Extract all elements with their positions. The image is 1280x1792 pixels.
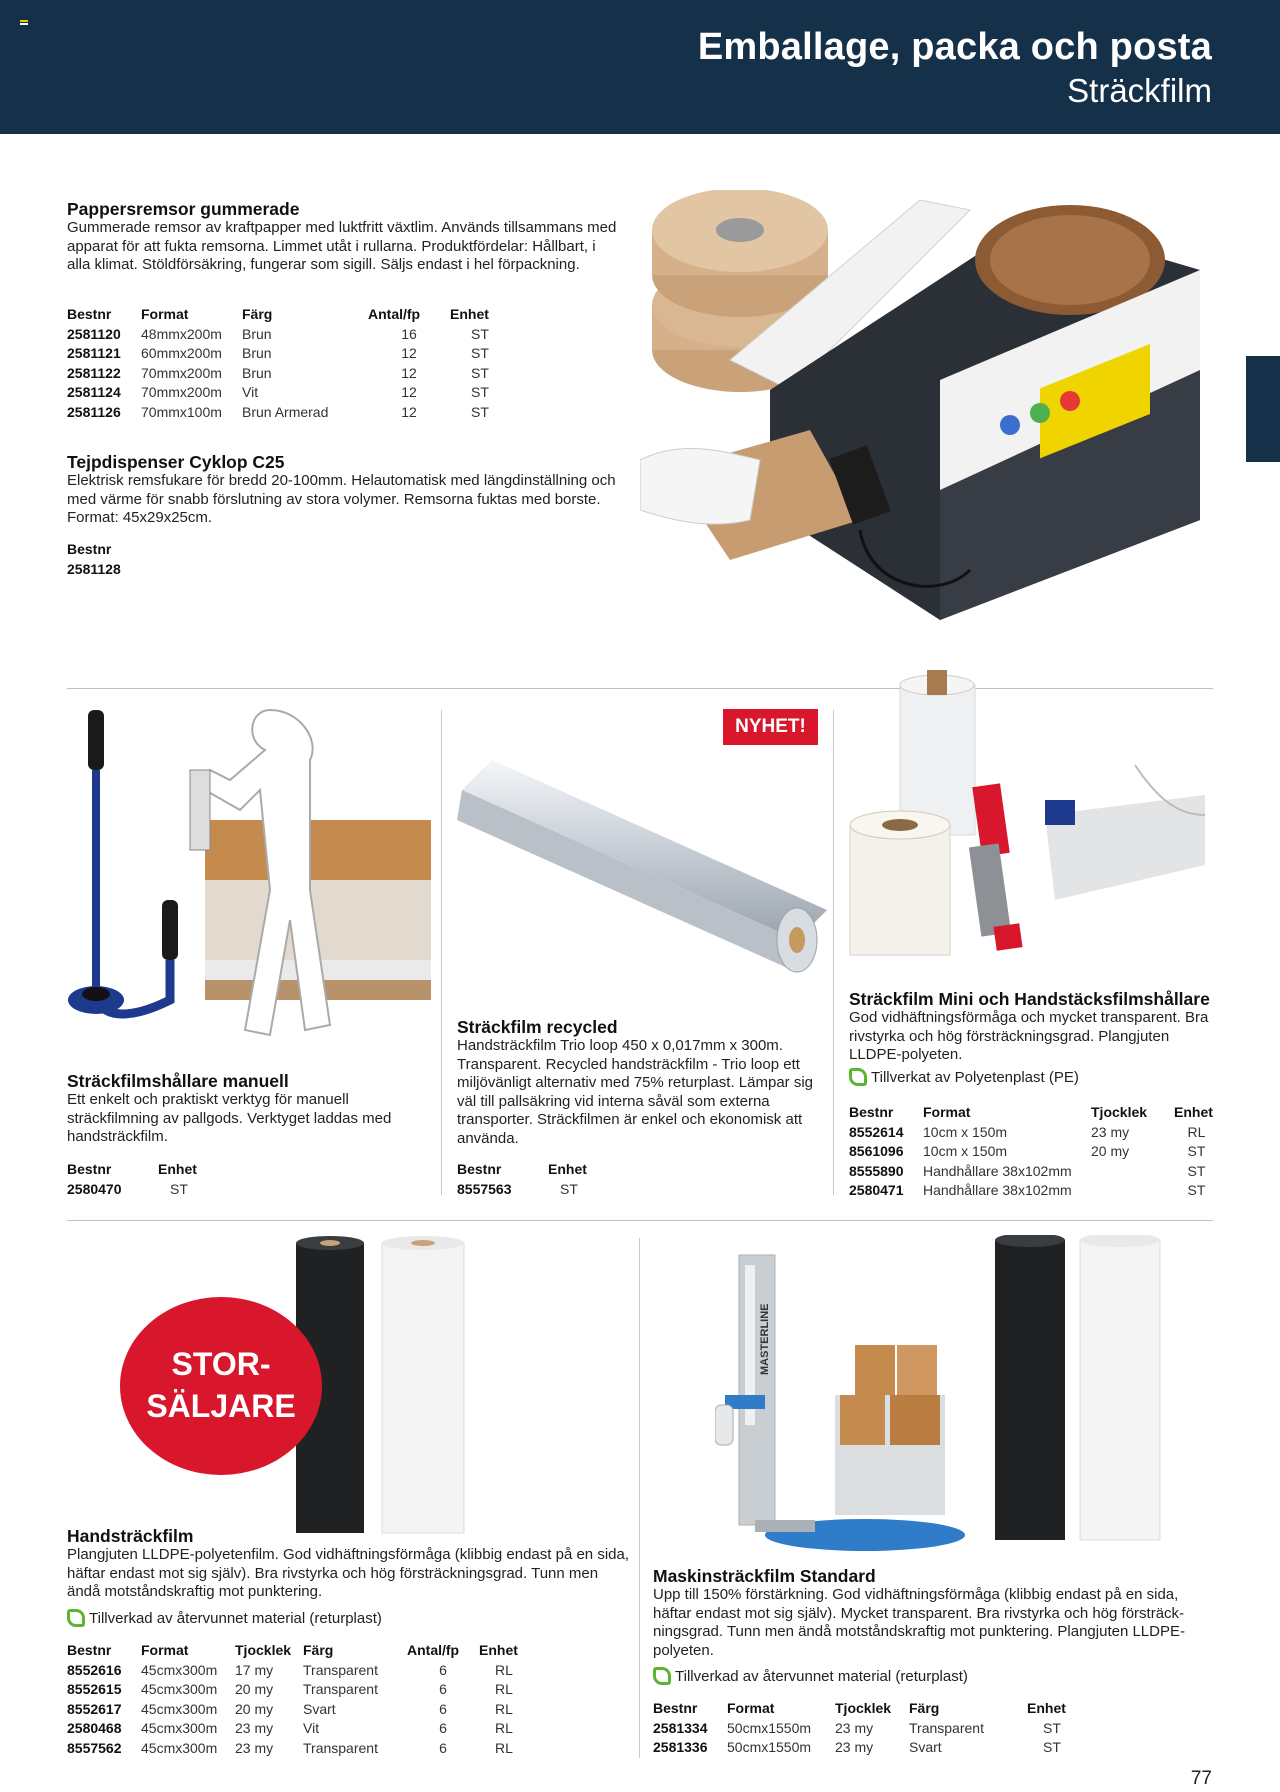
tape-dispenser-image — [640, 190, 1220, 640]
col-header: Tjocklek — [1091, 1103, 1148, 1120]
cell: ST — [471, 345, 489, 362]
cell: 70mmx200m — [141, 364, 222, 381]
eco-label — [67, 1609, 382, 1627]
table-row — [849, 1181, 1219, 1201]
col-header: Bestnr — [67, 1160, 112, 1177]
cell: 20 my — [235, 1681, 274, 1698]
product-description: Handsträckfilm Trio loop 450 x 0,017mm x 300m. Transparent. Recycled handsträckfilm - Trio loop ett miljövänligt alternativ med 75% returplast. Lämpar sig väl till pallsäkring vid interna såväl som externa transporter. Sträckfilmen är enkel och ekonomisk att använda. — [457, 1037, 813, 1147]
cell: Brun — [242, 345, 272, 362]
cell: 45cmx300m — [141, 1661, 218, 1678]
product-description: Plangjuten LLDPE-polyetenfilm. God vidhäftningsförmåga (klibbig endast på en sida, häftar endast mot sig själv). Bra rivstyrka och hög försträckningsgrad. Tunn men ändå motståndskraftig mot punktering. — [67, 1546, 630, 1600]
spec-table-handstrackfilm — [67, 1639, 529, 1758]
cell: 23 my — [1091, 1123, 1130, 1140]
recycled-film-roll-image — [452, 760, 827, 990]
cell: ST — [1043, 1719, 1061, 1736]
product-title: Handsträckfilm — [67, 1526, 194, 1546]
cell: 6 — [439, 1700, 447, 1717]
cell: Vit — [242, 384, 259, 401]
cell: Brun Armerad — [242, 403, 329, 420]
table-row — [457, 1179, 608, 1199]
cell: 6 — [439, 1720, 447, 1737]
cell: Transparent — [909, 1719, 984, 1736]
cell: 8552615 — [67, 1681, 122, 1698]
cell — [1091, 1161, 1174, 1181]
cell: 70mmx200m — [141, 384, 222, 401]
cell: 50cmx1550m — [727, 1719, 812, 1736]
col-header: Färg — [303, 1641, 334, 1658]
col-header: Bestnr — [67, 540, 112, 557]
cell: Handhållare 38x102mm — [923, 1162, 1072, 1179]
cell: 2580468 — [67, 1720, 122, 1737]
spec-table-maskin — [653, 1697, 1077, 1757]
table-row — [849, 1161, 1219, 1181]
cell: 45cmx300m — [141, 1720, 218, 1737]
cell: 20 my — [235, 1700, 274, 1717]
col-header: Format — [727, 1699, 775, 1716]
cell: RL — [495, 1739, 513, 1756]
spec-table-recycled — [457, 1158, 608, 1199]
table-row — [67, 402, 510, 422]
cell: Brun — [242, 325, 272, 342]
cell: 16 — [401, 325, 417, 342]
cell: RL — [1187, 1123, 1206, 1140]
table-row — [67, 1680, 529, 1700]
cell: 2581122 — [67, 364, 121, 381]
cell: RL — [495, 1681, 513, 1698]
divider — [67, 1220, 1213, 1221]
page-title: Emballage, packa och posta — [697, 26, 1212, 68]
col-header: Enhet — [479, 1641, 518, 1658]
product-title: Sträckfilmshållare manuell — [67, 1071, 289, 1091]
col-header: Bestnr — [67, 1641, 112, 1658]
cell: 2580470 — [67, 1180, 122, 1197]
leaf-icon — [653, 1667, 671, 1685]
page-header — [0, 0, 1280, 134]
cell: 2581124 — [67, 384, 121, 401]
product-title: Pappersremsor gummerade — [67, 199, 300, 219]
table-row — [67, 1660, 529, 1680]
cell: 6 — [439, 1681, 447, 1698]
col-header: Antal/fp — [407, 1641, 460, 1658]
cell: 60mmx200m — [141, 345, 222, 362]
page-subtitle: Sträckfilm — [1067, 72, 1212, 109]
cell: 2581334 — [653, 1719, 708, 1736]
cell: 10cm x 150m — [923, 1143, 1008, 1160]
col-header: Format — [141, 1641, 189, 1658]
spec-table-tejpdispenser — [67, 538, 141, 579]
table-row — [67, 344, 510, 364]
flag-icon — [20, 20, 28, 26]
col-header: Färg — [242, 305, 273, 322]
col-header: Enhet — [450, 305, 489, 322]
cell: Vit — [303, 1720, 320, 1737]
table-row — [67, 1179, 218, 1199]
cell: RL — [495, 1720, 513, 1737]
cell: 8552616 — [67, 1661, 122, 1678]
leaf-icon — [67, 1609, 85, 1627]
table-row — [67, 1738, 529, 1758]
eco-label — [653, 1667, 968, 1685]
cell: ST — [471, 364, 489, 381]
cell: 70mmx100m — [141, 403, 222, 420]
cell: 2581128 — [67, 560, 121, 577]
eco-label — [849, 1068, 1079, 1086]
product-description: God vidhäftningsförmåga och mycket transparent. Bra rivstyrka och hög försträckningsgrad. Plangjuten LLDPE-polyeten. — [849, 1009, 1209, 1063]
col-header: Enhet — [1174, 1103, 1213, 1120]
product-description: Gummerade remsor av kraftpapper med luktfritt växtlim. Används tillsammans med apparat för att fukta remsorna. Limmet utåt i rullarna. Produktfördelar: Hållbart, i alla klimat. Stöldförsäkring, fungerar som sigill. Säljs endast i hel förpackning. — [67, 219, 617, 273]
mini-film-image — [845, 665, 1215, 965]
cell: 23 my — [835, 1739, 874, 1756]
cell: 45cmx300m — [141, 1739, 218, 1756]
cell: Transparent — [303, 1661, 378, 1678]
badge-line: STOR- — [171, 1346, 271, 1382]
col-header: Bestnr — [67, 305, 112, 322]
col-header: Enhet — [158, 1160, 197, 1177]
table-row — [67, 559, 141, 579]
cell: 8557562 — [67, 1739, 122, 1756]
col-header: Tjocklek — [835, 1699, 892, 1716]
wrapping-machine-image — [715, 1235, 1215, 1555]
cell: 45cmx300m — [141, 1681, 218, 1698]
eco-text: Tillverkat av Polyetenplast (PE) — [871, 1068, 1079, 1086]
cell: 12 — [401, 364, 417, 381]
col-header: Färg — [909, 1699, 940, 1716]
column-divider — [639, 1238, 640, 1758]
cell: 12 — [401, 403, 417, 420]
table-row — [653, 1738, 1077, 1758]
cell: ST — [471, 403, 489, 420]
eco-text: Tillverkad av återvunnet material (returplast) — [89, 1609, 382, 1627]
cell: 48mmx200m — [141, 325, 222, 342]
cell: 2581121 — [67, 345, 121, 362]
cell: Transparent — [303, 1739, 378, 1756]
cell: 50cmx1550m — [727, 1739, 812, 1756]
cell: ST — [471, 384, 489, 401]
cell: ST — [1187, 1143, 1206, 1160]
col-header: Bestnr — [849, 1103, 894, 1120]
badge-line: SÄLJARE — [146, 1388, 296, 1424]
cell: 23 my — [235, 1720, 274, 1737]
table-row — [67, 383, 510, 403]
product-title: Sträckfilm recycled — [457, 1017, 618, 1037]
cell: 6 — [439, 1739, 447, 1756]
cell: 2581126 — [67, 403, 121, 420]
product-title: Tejpdispenser Cyklop C25 — [67, 452, 285, 472]
cell: RL — [495, 1661, 513, 1678]
cell: 8557563 — [457, 1180, 512, 1197]
column-divider — [833, 710, 834, 1195]
cell — [1091, 1181, 1174, 1201]
eco-text: Tillverkad av återvunnet material (returplast) — [675, 1667, 968, 1685]
column-divider — [441, 710, 442, 1195]
cell: 17 my — [235, 1661, 274, 1678]
col-header: Enhet — [1027, 1699, 1066, 1716]
product-description: Upp till 150% förstärkning. God vidhäftningsförmåga (klibbig endast på en sida, häftar endast mot sig själv). Mycket transparent. Bra rivstyrka och hög försträck- ningsgrad. Tunn men ändå motståndskraftig mot punktering. Plangjuten LLDPE- polyeten. — [653, 1586, 1185, 1659]
cell: ST — [1043, 1739, 1061, 1756]
cell: Handhållare 38x102mm — [923, 1182, 1072, 1199]
spec-table-pappersremsor — [67, 303, 510, 422]
cell: 12 — [401, 345, 417, 362]
product-description: Elektrisk remsfukare för bredd 20-100mm. Helautomatisk med längdinställning och med värme för snabb förslutning av stora volymer. Remsorna fuktas med borste. Format: 45x29x25cm. — [67, 472, 616, 526]
spec-table-mini — [849, 1101, 1219, 1200]
page-number: 77 — [1190, 1768, 1212, 1789]
film-holder-image — [60, 700, 440, 1060]
table-row — [849, 1142, 1219, 1162]
col-header: Bestnr — [457, 1160, 502, 1177]
col-header: Format — [923, 1103, 971, 1120]
cell: Svart — [909, 1739, 942, 1756]
table-row — [67, 363, 510, 383]
spec-table-hallare — [67, 1158, 218, 1199]
product-title: Sträckfilm Mini och Handstäcksfilmshållare — [849, 989, 1210, 1009]
machine-label: MASTERLINE — [759, 1303, 771, 1375]
cell: 12 — [401, 384, 417, 401]
cell: 23 my — [235, 1739, 274, 1756]
table-row — [67, 324, 510, 344]
cell: Svart — [303, 1700, 336, 1717]
cell: 2580471 — [849, 1182, 904, 1199]
cell: 6 — [439, 1661, 447, 1678]
col-header: Bestnr — [653, 1699, 698, 1716]
product-description: Ett enkelt och praktiskt verktyg för manuell sträckfilmning av pallgods. Verktyget laddas med handsträckfilm. — [67, 1091, 392, 1145]
cell: Brun — [242, 364, 272, 381]
bestseller-badge — [120, 1297, 322, 1475]
cell: ST — [471, 325, 489, 342]
cell: 8555890 — [849, 1162, 904, 1179]
leaf-icon — [849, 1068, 867, 1086]
cell: 2581336 — [653, 1739, 708, 1756]
cell: RL — [495, 1700, 513, 1717]
col-header: Format — [141, 305, 189, 322]
col-header: Antal/fp — [368, 305, 421, 322]
cell: 45cmx300m — [141, 1700, 218, 1717]
cell: 8552617 — [67, 1700, 122, 1717]
cell: 20 my — [1091, 1143, 1130, 1160]
cell: ST — [1187, 1162, 1206, 1179]
col-header: Enhet — [548, 1160, 587, 1177]
new-badge: NYHET! — [723, 709, 818, 745]
cell: 23 my — [835, 1719, 874, 1736]
table-row — [67, 1719, 529, 1739]
cell: ST — [560, 1180, 578, 1197]
cell: 10cm x 150m — [923, 1123, 1008, 1140]
table-row — [849, 1122, 1219, 1142]
cell: 2581120 — [67, 325, 121, 342]
table-row — [653, 1718, 1077, 1738]
cell: ST — [1187, 1182, 1206, 1199]
section-tab[interactable] — [1246, 356, 1280, 462]
product-title: Maskinsträckfilm Standard — [653, 1566, 876, 1586]
cell: ST — [170, 1180, 188, 1197]
col-header: Tjocklek — [235, 1641, 292, 1658]
cell: 8552614 — [849, 1123, 904, 1140]
cell: Transparent — [303, 1681, 378, 1698]
cell: 8561096 — [849, 1143, 904, 1160]
table-row — [67, 1699, 529, 1719]
